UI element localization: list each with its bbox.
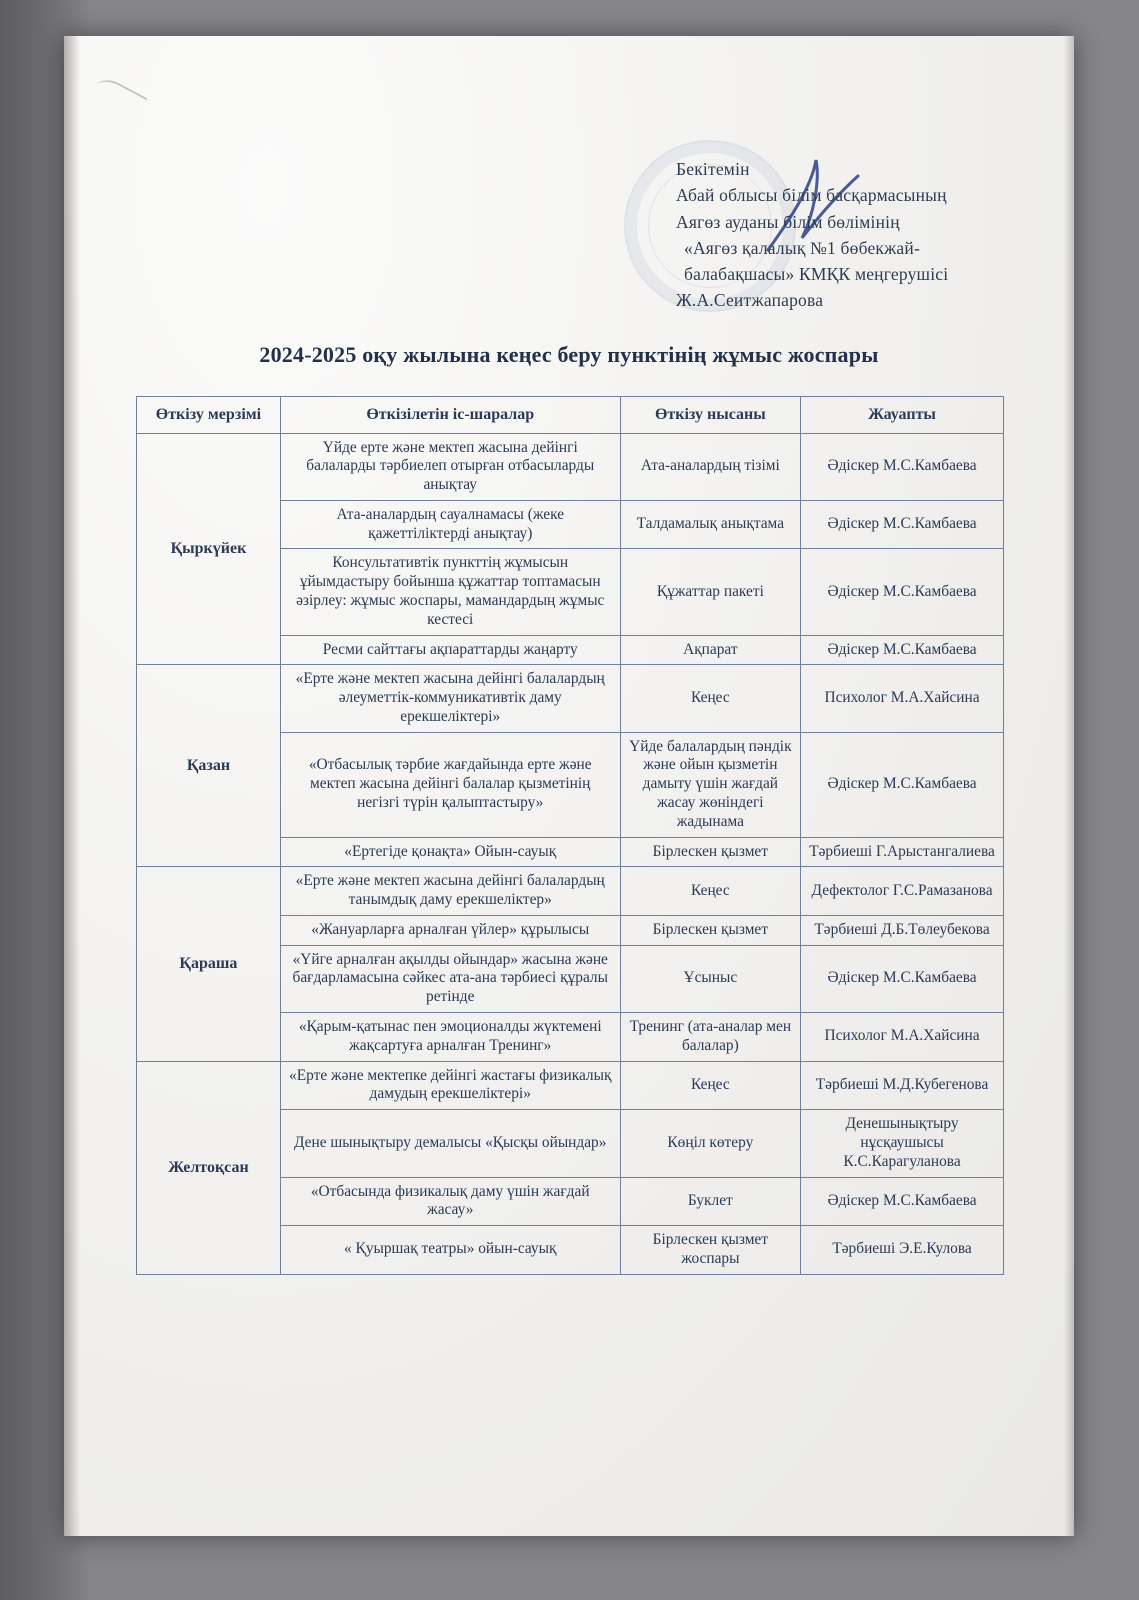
responsible-cell: Психолог М.А.Хайсина [801, 1013, 1004, 1062]
responsible-cell: Тәрбиеші М.Д.Кубегенова [801, 1061, 1004, 1110]
responsible-cell: Әдіскер М.С.Камбаева [801, 500, 1004, 549]
work-plan-table [136, 396, 1004, 1275]
table-row [137, 867, 1004, 916]
month-cell: Қазан [137, 665, 281, 867]
month-cell: Қараша [137, 867, 281, 1061]
activity-cell: «Ертегіде қонақта» Ойын-сауық [280, 837, 620, 867]
paper-right-edge [1064, 36, 1074, 1536]
form-cell: Құжаттар пакеті [620, 549, 801, 635]
responsible-cell: Тәрбиеші Д.Б.Төлеубекова [801, 915, 1004, 945]
activity-cell: Үйде ерте және мектеп жасына дейінгі балаларды тәрбиелеп отырған отбасыларды анықтау [280, 433, 620, 500]
responsible-cell: Тәрбиеші Г.Арыстангалиева [801, 837, 1004, 867]
form-cell: Кеңес [620, 665, 801, 732]
approval-line-0: Бекітемін [676, 159, 750, 179]
activity-cell: «Үйге арналған ақылды ойындар» жасына және бағдарламасына сәйкес ата-ана тәрбиесі құралы ретінде [280, 945, 620, 1012]
table-row [137, 665, 1004, 732]
activity-cell: «Ерте және мектеп жасына дейінгі балалардың әлеуметтік-коммуникативтік даму ерекшеліктері» [280, 665, 620, 732]
activity-cell: Консультативтік пункттің жұмысын ұйымдастыру бойынша құжаттар топтамасын әзірлеу: жұмыс жоспары, мамандардың жұмыс кестесі [280, 549, 620, 635]
activity-cell: «Отбасында физикалық даму үшін жағдай жасау» [280, 1177, 620, 1226]
form-cell: Ұсыныс [620, 945, 801, 1012]
activity-cell: «Отбасылық тәрбие жағдайында ерте және мектеп жасына дейінгі балалар қызметінің негізгі түрін қалыптастыру» [280, 732, 620, 837]
responsible-cell: Психолог М.А.Хайсина [801, 665, 1004, 732]
paper-sheet [64, 36, 1074, 1536]
form-cell: Буклет [620, 1177, 801, 1226]
approval-block [676, 156, 1056, 314]
responsible-cell: Әдіскер М.С.Камбаева [801, 635, 1004, 665]
header-responsible: Жауапты [801, 397, 1004, 434]
form-cell: Үйде балалардың пәндік және ойын қызметін дамыту үшін жағдай жасау жөніндегі жадынама [620, 732, 801, 837]
responsible-cell: Әдіскер М.С.Камбаева [801, 549, 1004, 635]
activity-cell: Ресми сайттағы ақпараттарды жаңарту [280, 635, 620, 665]
table-header-row [137, 397, 1004, 434]
form-cell: Кеңес [620, 867, 801, 916]
activity-cell: «Қарым-қатынас пен эмоционалды жүктемені жақсартуға арналған Тренинг» [280, 1013, 620, 1062]
responsible-cell: Әдіскер М.С.Камбаева [801, 1177, 1004, 1226]
responsible-cell: Дефектолог Г.С.Рамазанова [801, 867, 1004, 916]
responsible-cell: Әдіскер М.С.Камбаева [801, 433, 1004, 500]
activity-cell: Дене шынықтыру демалысы «Қысқы ойындар» [280, 1110, 620, 1177]
approval-line-4: балабақшасы» КМҚК меңгерушісі [684, 264, 949, 284]
responsible-cell: Тәрбиеші Э.Е.Кулова [801, 1226, 1004, 1275]
approval-line-1: Абай облысы білім басқармасының [676, 185, 947, 206]
table-row [137, 1061, 1004, 1110]
form-cell: Бірлескен қызмет [620, 837, 801, 867]
table-row [137, 433, 1004, 500]
form-cell: Бірлескен қызмет жоспары [620, 1226, 801, 1275]
form-cell: Тренинг (ата-аналар мен балалар) [620, 1013, 801, 1062]
header-period: Өткізу мерзімі [137, 397, 281, 434]
approval-line-2: Аягөз ауданы білім бөлімінің [676, 211, 900, 232]
activity-cell: «Ерте және мектеп жасына дейінгі балалардың танымдық даму ерекшеліктер» [280, 867, 620, 916]
month-cell: Қыркүйек [137, 433, 281, 665]
approval-line-3: «Аягөз қалалық №1 бөбекжай- [684, 237, 920, 258]
activity-cell: «Ерте және мектепке дейінгі жастағы физикалық дамудың ерекшеліктері» [280, 1061, 620, 1110]
document-title: 2024-2025 оқу жылына кеңес беру пунктінің жұмыс жоспары [259, 342, 879, 367]
form-cell: Ақпарат [620, 635, 801, 665]
responsible-cell: Әдіскер М.С.Камбаева [801, 732, 1004, 837]
approval-line-5: Ж.А.Сеитжапарова [676, 290, 824, 311]
activity-cell: Ата-аналардың сауалнамасы (жеке қажеттіліктерді анықтау) [280, 500, 620, 549]
header-activity: Өткізілетін іс-шаралар [280, 397, 620, 434]
activity-cell: «Жануарларға арналған үйлер» құрылысы [280, 915, 620, 945]
corner-fold-mark [85, 74, 148, 130]
form-cell: Кеңес [620, 1061, 801, 1110]
header-form: Өткізу нысаны [620, 397, 801, 434]
responsible-cell: Денешынықтыру нұсқаушысы К.С.Карагуланова [801, 1110, 1004, 1177]
form-cell: Ата-аналардың тізімі [620, 433, 801, 500]
form-cell: Талдамалық анықтама [620, 500, 801, 549]
form-cell: Көңіл көтеру [620, 1110, 801, 1177]
activity-cell: « Қуыршақ театры» ойын-сауық [280, 1226, 620, 1275]
responsible-cell: Әдіскер М.С.Камбаева [801, 945, 1004, 1012]
month-cell: Желтоқсан [137, 1061, 281, 1274]
form-cell: Бірлескен қызмет [620, 915, 801, 945]
